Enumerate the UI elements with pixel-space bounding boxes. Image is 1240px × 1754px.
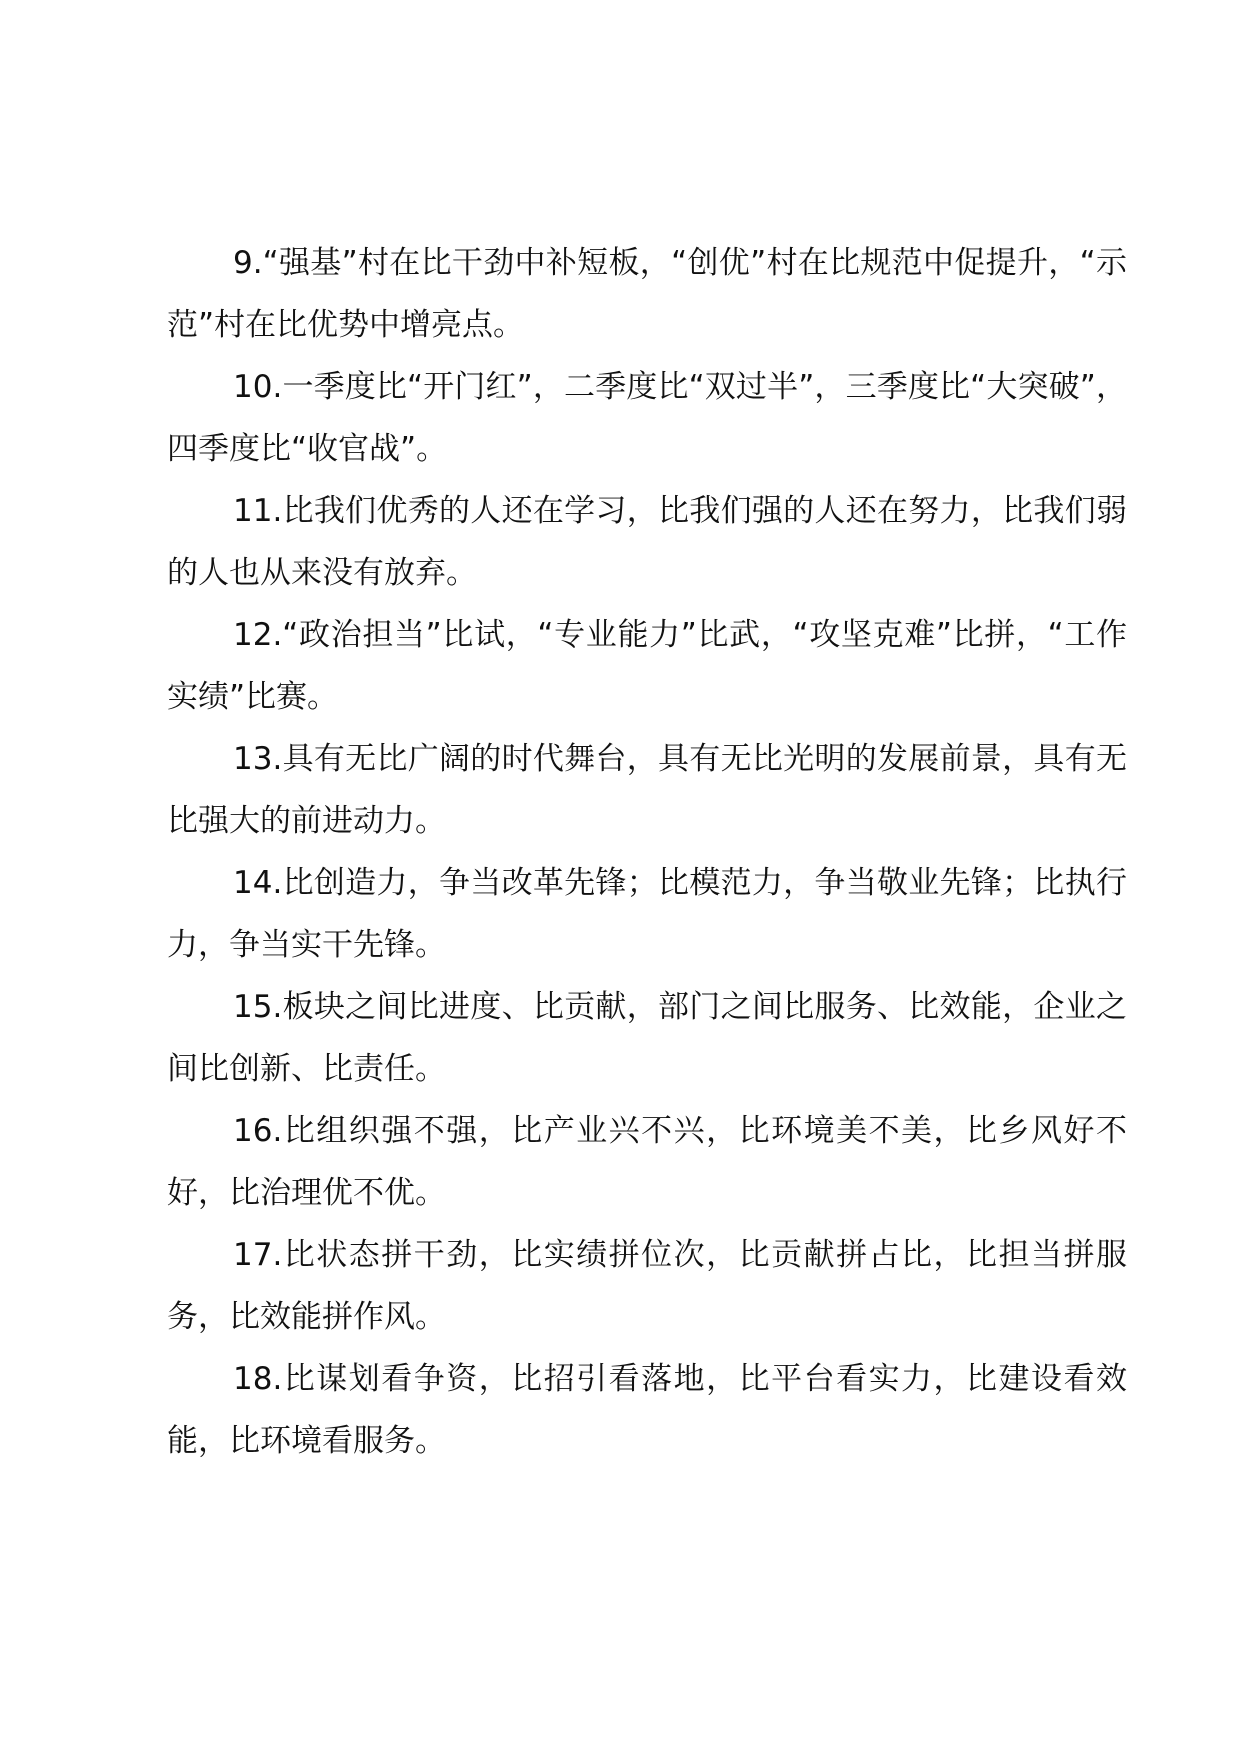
- document-body: [167, 232, 1127, 1472]
- list-item-12: 12.“政治担当”比试，“专业能力”比武，“攻坚克难”比拼，“工作实绩”比赛。: [167, 617, 1127, 715]
- list-item-16: 16.比组织强不强，比产业兴不兴，比环境美不美，比乡风好不好，比治理优不优。: [167, 1113, 1127, 1211]
- list-item-10: 10.一季度比“开门红”，二季度比“双过半”，三季度比“大突破”，四季度比“收官战”。: [167, 369, 1127, 467]
- list-item-15: 15.板块之间比进度、比贡献，部门之间比服务、比效能，企业之间比创新、比责任。: [167, 989, 1127, 1087]
- list-item-18: 18.比谋划看争资，比招引看落地，比平台看实力，比建设看效能，比环境看服务。: [167, 1361, 1127, 1459]
- list-item-14: 14.比创造力，争当改革先锋；比模范力，争当敬业先锋；比执行力，争当实干先锋。: [167, 865, 1127, 963]
- list-item-9: 9.“强基”村在比干劲中补短板，“创优”村在比规范中促提升，“示范”村在比优势中增亮点。: [167, 245, 1127, 343]
- list-item-11: 11.比我们优秀的人还在学习，比我们强的人还在努力，比我们弱的人也从来没有放弃。: [167, 493, 1127, 591]
- list-item-13: 13.具有无比广阔的时代舞台，具有无比光明的发展前景，具有无比强大的前进动力。: [167, 741, 1127, 839]
- list-item-17: 17.比状态拼干劲，比实绩拼位次，比贡献拼占比，比担当拼服务，比效能拼作风。: [167, 1237, 1127, 1335]
